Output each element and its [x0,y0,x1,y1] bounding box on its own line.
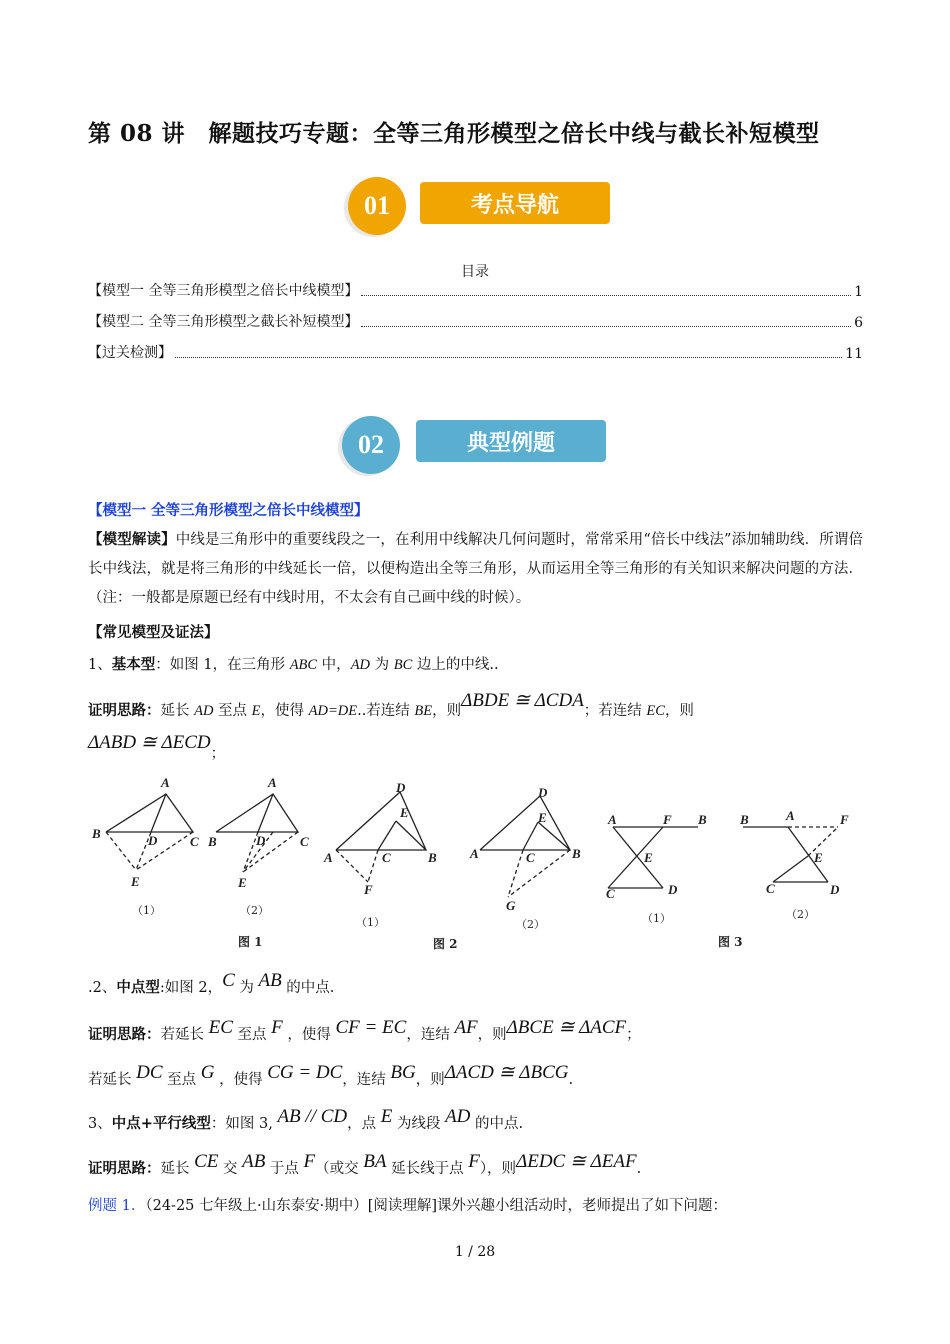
proof-text: 至点 [232,1027,272,1043]
proof-text: ..若连结 [357,703,415,719]
proof-text: ，则 [415,1072,445,1088]
svg-text:G: G [506,898,516,913]
point-label: A [161,775,170,790]
item-label: 中点型 [116,979,160,996]
svg-text:C: C [766,881,775,896]
math-var: AF [454,1017,478,1038]
proof-text: 若延长 [160,1027,209,1043]
svg-text:B: B [698,812,707,827]
svg-text:B: B [572,846,581,861]
proof-text: . [568,1072,574,1088]
svg-text:D: D [148,833,158,848]
item-text: 的中点. [281,980,335,996]
proof-text: 交 [218,1161,243,1177]
item-number: 1、 [88,657,112,673]
proof-text: 延长 [160,1161,195,1177]
svg-text:C: C [606,886,615,901]
example-text: （24-25 七年级上·山东泰安·期中）[阅读理解]课外兴趣小组活动时，老师提出了如下问题： [145,1198,728,1214]
proof-text: ，连结 [342,1072,391,1088]
section-banner-1 [340,176,610,236]
item-text: 中， [317,657,351,673]
math-var: AD [350,657,371,673]
math-var: BC [393,657,413,673]
svg-text:D: D [538,785,548,800]
proof-text: 延长 [160,703,195,719]
proof-text: ，则 [432,703,462,719]
proof-text: ，则 [477,1027,507,1043]
svg-text:E: E [538,810,547,825]
item-label: 基本型 [111,656,156,673]
proof-label: 证明思路： [88,1026,161,1043]
item-3 [88,1106,863,1134]
item-text: 为 [234,980,259,996]
proof-1-cont [88,732,863,762]
proof-text: ； [626,1027,641,1043]
congruence-formula: ΔBDE ≅ ΔCDA [461,690,584,711]
math-var: ABC [289,657,318,673]
math-var: F [303,1151,316,1172]
svg-text:C: C [190,834,199,849]
math-var: AB [258,970,282,991]
svg-text:B: B [92,826,101,841]
item-text: ：如图 3, [210,1116,278,1132]
congruence-formula: ΔACD ≅ ΔBCG [444,1062,569,1083]
proof-text: ，使得 [214,1072,268,1088]
figure-caption: 图 2 [433,937,458,951]
banner-1-label: 考点导航 [420,182,610,224]
page-number: 1 / 28 [454,1244,496,1260]
proof-1 [88,690,863,721]
page-title: 第 08 讲 解题技巧专题：全等三角形模型之倍长中线与截长补短模型 [88,120,820,147]
proof-text: ，连结 [406,1027,455,1043]
proof-3 [88,1151,863,1179]
item-text: 边上的中线.. [412,657,499,673]
item-text: 为 [370,657,394,673]
proof-text: ），则 [479,1161,517,1177]
subfig-label: （1） [356,916,385,929]
toc-item-label: 【模型一 全等三角形模型之倍长中线模型】 [88,283,359,299]
proof-label: 证明思路： [88,1160,161,1177]
svg-text:A: A [786,808,795,823]
svg-text:F: F [663,812,672,827]
item-number: .2、 [88,980,117,996]
congruence-formula: ΔABD ≅ ΔECD [88,732,211,753]
math-var: E [380,1106,393,1127]
interpretation-label: 【模型解读】 [88,531,176,548]
math-var: F [271,1017,283,1038]
math-var: BG [390,1062,416,1083]
svg-text:E: E [400,805,409,820]
proof-label: 证明思路： [88,702,161,719]
item-text: :如图 2， [159,980,223,996]
toc-item[interactable] [88,311,863,331]
svg-text:E: E [131,874,140,889]
math-var: AD [194,703,214,719]
proof-2b [88,1062,863,1090]
svg-text:C: C [382,850,391,865]
subfig-label: （2） [240,904,269,917]
svg-text:D: D [396,780,406,795]
svg-text:F: F [364,882,373,897]
math-var: AB // CD [277,1106,348,1127]
math-var: DC [136,1062,163,1083]
subfig-label: （2） [786,908,815,921]
item-1 [88,655,863,675]
svg-text:A: A [608,812,617,827]
math-var: E [251,703,261,719]
section-heading: 【模型一 全等三角形模型之倍长中线模型】 [88,502,369,519]
item-text: ：如图 1，在三角形 [155,657,290,673]
math-var: F [468,1151,480,1172]
toc-item[interactable] [88,280,863,300]
congruence-formula: ΔBCE ≅ ΔACF [506,1017,627,1038]
item-number: 3、 [88,1116,112,1132]
math-var: BE [414,703,433,719]
proof-text: ； [210,746,226,762]
svg-text:E: E [814,850,823,865]
math-var: EC [208,1017,233,1038]
math-var: EC [646,703,665,719]
math-var: AD [445,1106,471,1127]
svg-text:B: B [740,812,749,827]
svg-text:B: B [428,850,437,865]
toc-item-page: 1 [854,284,863,300]
example-1 [88,1196,863,1216]
common-models-heading: 【常见模型及证法】 [88,624,219,641]
congruence-formula: ΔEDC ≅ ΔEAF [516,1151,637,1172]
proof-text: 若延长 [88,1072,137,1088]
example-label: 例题 1． [88,1198,146,1214]
math-var: C [222,970,235,991]
math-var: CF = EC [335,1017,407,1038]
toc-heading: 目录 [461,264,489,280]
svg-text:D: D [256,833,266,848]
toc-item-page: 6 [854,315,863,331]
svg-text:D: D [830,882,840,897]
toc-item-page: 11 [845,346,863,362]
svg-text:E: E [238,875,247,890]
interpretation-text: 中线是三角形中的重要线段之一，在利用中线解决几何问题时，常常采用“倍长中线法”添加辅助线．所谓倍长中线法，就是将三角形的中线延长一倍，以便构造出全等三角形，从而运用全等三角形的有关知识来解决问题的方法．（注：一般都是原题已经有中线时用，不太会有自己画中线的时候）。 [88,532,863,606]
svg-text:C: C [300,834,309,849]
proof-text: ；若连结 [583,703,647,719]
item-label: 中点+平行线型 [111,1115,211,1132]
math-var: AD=DE [308,703,358,719]
banner-2-label: 典型例题 [416,420,606,462]
figure-caption: 图 3 [718,935,743,949]
proof-text: 至点 [213,703,252,719]
math-var: G [200,1062,215,1083]
geometry-figures [88,772,868,957]
math-var: AB [242,1151,266,1172]
model-interpretation [88,525,863,613]
proof-text: ，则 [664,703,694,719]
section-banner-2 [336,413,611,473]
subfig-label: （1） [132,904,161,917]
proof-2a [88,1017,863,1045]
math-var: CE [194,1151,219,1172]
figure-caption: 图 1 [238,935,263,949]
item-text: 的中点. [470,1116,524,1132]
proof-text: 至点 [162,1072,201,1088]
proof-text: 延长线于点 [386,1161,469,1177]
proof-text: . [636,1161,642,1177]
banner-1-number: 01 [348,177,406,235]
item-text: ，点 [347,1116,381,1132]
toc-item-label: 【过关检测】 [88,345,172,361]
svg-text:A: A [324,850,333,865]
svg-text:A: A [268,775,277,790]
proof-text: 于点 [265,1161,304,1177]
proof-text: ，使得 [282,1027,336,1043]
proof-text: ，使得 [260,703,309,719]
svg-text:D: D [668,882,678,897]
svg-text:E: E [644,850,653,865]
subfig-label: （2） [516,918,545,931]
svg-text:F: F [840,812,849,827]
banner-2-number: 02 [342,416,400,474]
item-2 [88,970,863,998]
item-text: 为线段 [392,1116,446,1132]
toc-item-label: 【模型二 全等三角形模型之截长补短模型】 [88,314,359,330]
proof-text: （或交 [315,1161,364,1177]
svg-text:C: C [526,850,535,865]
math-var: BA [363,1151,387,1172]
svg-text:B: B [208,834,217,849]
svg-text:A: A [470,846,479,861]
math-var: CG = DC [267,1062,343,1083]
subfig-label: （1） [642,912,671,925]
toc-item[interactable] [88,342,863,362]
